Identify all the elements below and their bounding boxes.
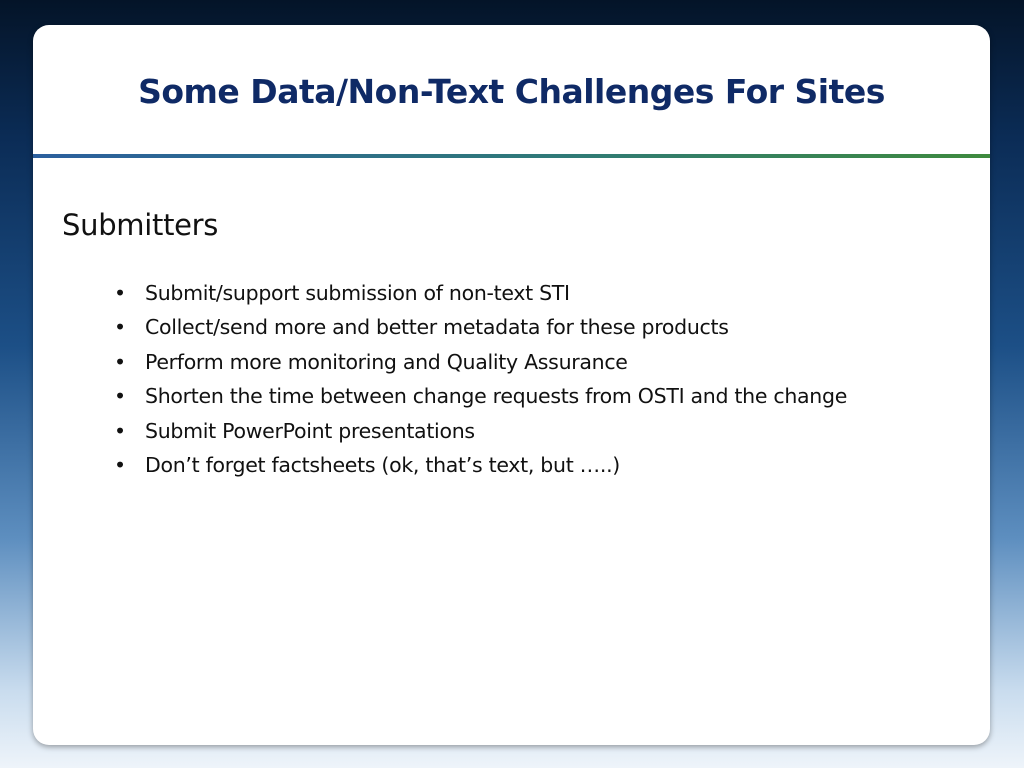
list-item [114, 345, 972, 379]
bullet-list [62, 276, 972, 482]
list-item [114, 414, 972, 448]
title-divider [33, 154, 990, 158]
list-item-text: Don’t forget factsheets (ok, that’s text, but …..) [145, 453, 620, 478]
bullet-icon: • [114, 453, 126, 478]
section-heading: Submitters [62, 208, 219, 242]
bullet-icon: • [114, 349, 126, 374]
list-item [114, 310, 972, 344]
list-item-text: Collect/send more and better metadata for these products [145, 315, 729, 340]
list-item-text: Submit PowerPoint presentations [145, 418, 475, 443]
bullet-icon: • [114, 315, 126, 340]
list-item [114, 379, 972, 413]
slide-title: Some Data/Non-Text Challenges For Sites [138, 72, 885, 111]
bullet-icon: • [114, 418, 126, 443]
slide-panel [33, 25, 990, 745]
list-item-text: Shorten the time between change requests from OSTI and the change [145, 384, 848, 409]
list-item-text: Submit/support submission of non-text STI [145, 281, 570, 305]
bullet-icon: • [114, 384, 126, 409]
list-item-text: Perform more monitoring and Quality Assurance [145, 349, 628, 374]
list-item [114, 448, 972, 482]
title-area [33, 25, 990, 158]
bullet-icon: • [114, 281, 126, 305]
list-item [114, 276, 972, 310]
slide-content [62, 205, 972, 482]
